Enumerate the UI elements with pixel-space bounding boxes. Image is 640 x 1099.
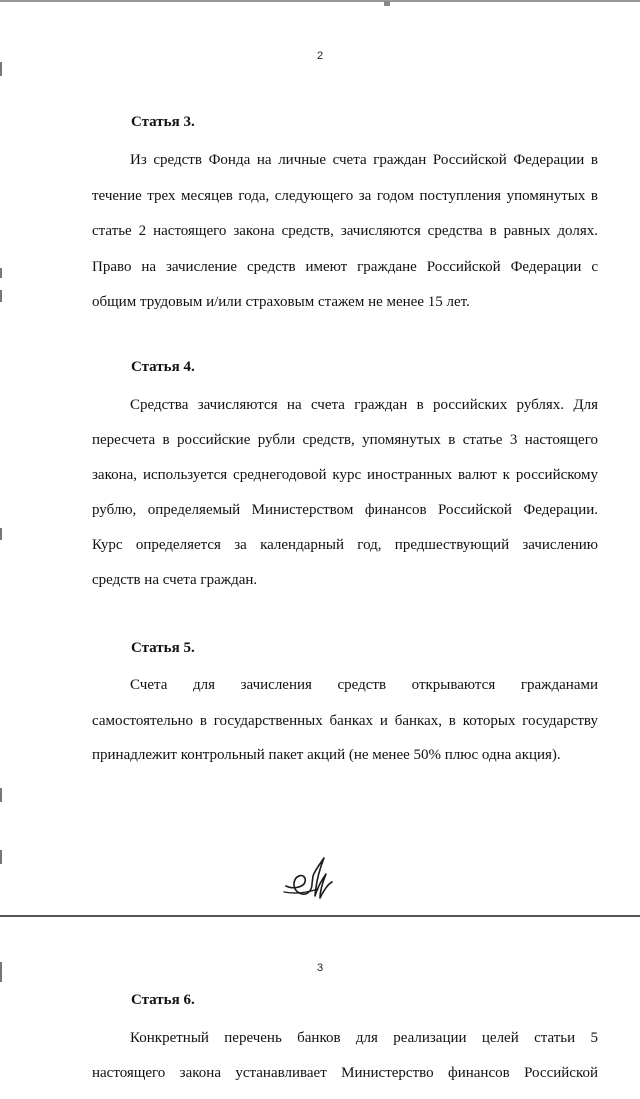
article-5-line: самостоятельно в государственных банках и банках, в которых государству <box>92 713 598 729</box>
article-4-line: Средства зачисляются на счета граждан в российских рублях. Для <box>130 397 598 413</box>
article-3-line: статье 2 настоящего закона средств, зачисляются средства в равных долях. <box>92 223 598 239</box>
left-edge-mark <box>0 788 2 802</box>
article-5-heading: Статья 5. <box>131 640 195 656</box>
article-3-line: течение трех месяцев года, следующего за годом поступления упомянутых в <box>92 188 598 204</box>
article-3-line: Право на зачисление средств имеют граждане Российской Федерации с <box>92 259 598 275</box>
article-4-line: средств на счета граждан. <box>92 572 258 588</box>
left-edge-mark <box>0 268 2 278</box>
left-edge-mark <box>0 850 2 864</box>
article-4-line: закона, используется среднегодовой курс иностранных валют к российскому <box>92 467 598 483</box>
article-6-line: настоящего закона устанавливает Министерство финансов Российской <box>92 1065 598 1081</box>
article-3-line: общим трудовым и/или страховым стажем не менее 15 лет. <box>92 294 470 310</box>
article-4-heading: Статья 4. <box>131 359 195 375</box>
article-3-heading: Статья 3. <box>131 114 195 130</box>
article-3-line: Из средств Фонда на личные счета граждан Российской Федерации в <box>130 152 598 168</box>
article-4-line: рублю, определяемый Министерством финансов Российской Федерации. <box>92 502 598 518</box>
left-edge-mark <box>0 62 2 76</box>
page-edge-mark <box>384 1 390 6</box>
page-number: 2 <box>316 50 324 62</box>
article-6-heading: Статья 6. <box>131 992 195 1008</box>
left-edge-mark <box>0 528 2 540</box>
top-page-edge <box>0 0 640 2</box>
handwritten-signature <box>282 856 346 911</box>
page-break <box>0 915 640 917</box>
article-4-line: пересчета в российские рубли средств, упомянутых в статье 3 настоящего <box>92 432 598 448</box>
article-5-line: Счета для зачисления средств открываются гражданами <box>130 677 598 693</box>
article-4-line: Курс определяется за календарный год, предшествующий зачислению <box>92 537 598 553</box>
article-5-line: принадлежит контрольный пакет акций (не менее 50% плюс одна акция). <box>92 747 561 763</box>
left-edge-mark <box>0 290 2 302</box>
article-6-line: Конкретный перечень банков для реализации целей статьи 5 <box>130 1030 598 1046</box>
page-number: 3 <box>316 962 324 974</box>
